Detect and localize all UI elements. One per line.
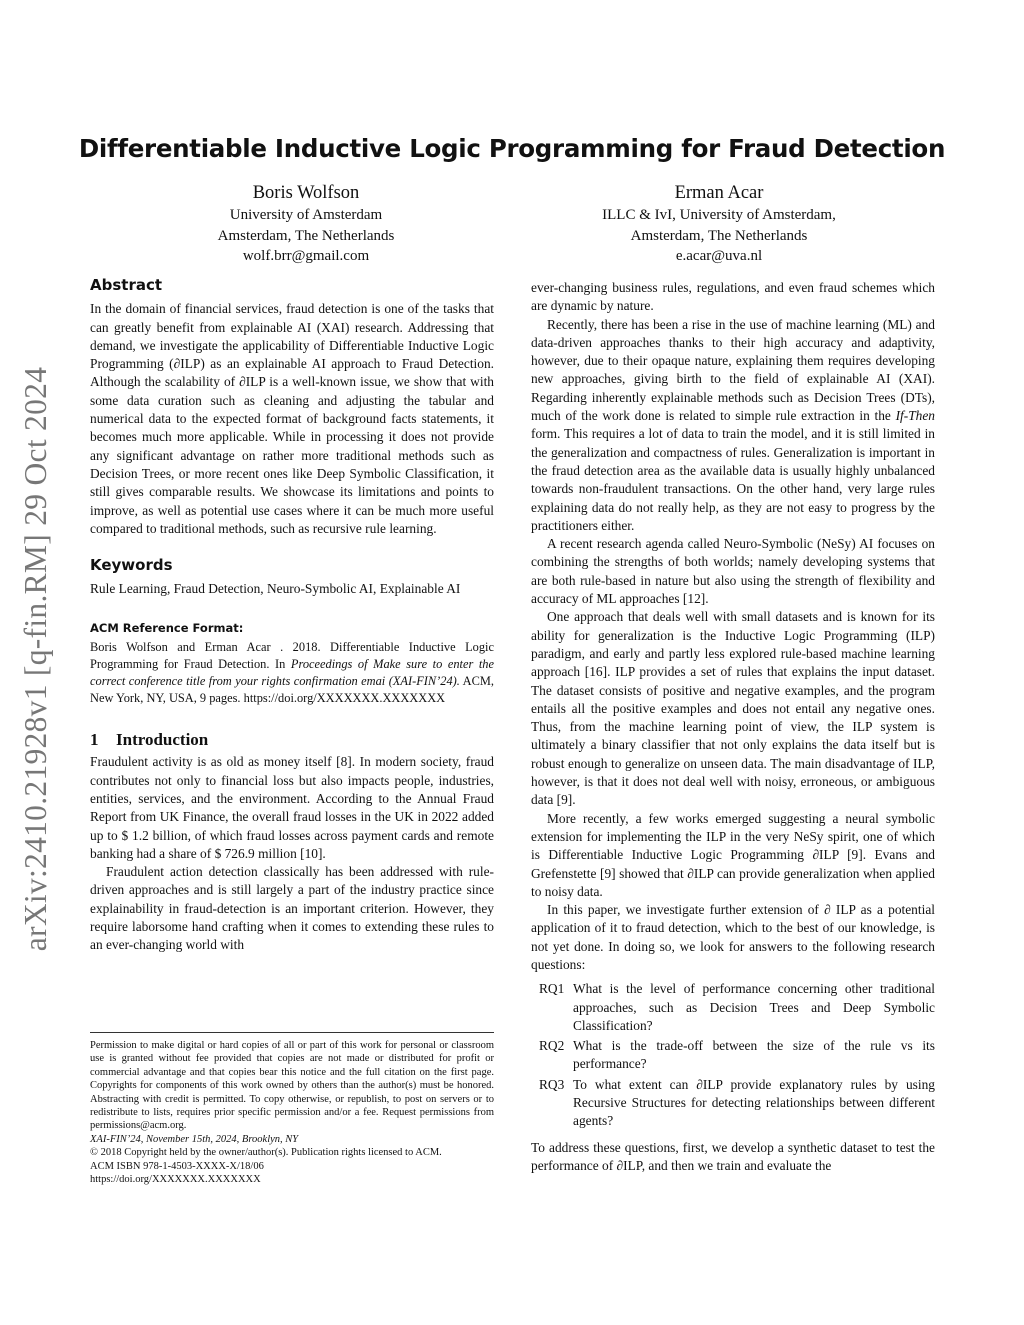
rq-text: To what extent can ∂ILP provide explanatory rules by using Recursive Structures for detecting relationships between different agents? (573, 1076, 935, 1129)
author-location: Amsterdam, The Netherlands (217, 227, 395, 244)
research-question (531, 980, 935, 1035)
permission-notice: Permission to make digital or hard copies of all or part of this work for personal or classroom use is granted without fee provided that copies are not made or distributed for profit or commercial advantage and that copies bear this notice and the full citation on the first page. Copyrights for components of this work owned by others than the author(s) must be honored. Abstracting with credit is permitted. To copy otherwise, or republish, to post on servers or to redistribute to lists, requires prior specific permission and/or a fee. Request permissions from permissions@acm.org. (90, 1040, 494, 1132)
section-title: Introduction (116, 730, 209, 750)
acm-reference-section (90, 619, 494, 707)
introduction-heading (90, 731, 494, 749)
acm-reference-part: ACM, New York, NY, USA, 9 pages. https://doi.org/XXXXXXX.XXXXXXX (90, 674, 494, 706)
author-affiliation: ILLC & IvI, University of Amsterdam, (602, 207, 836, 223)
author-location: Amsterdam, The Netherlands (630, 227, 808, 244)
abstract-text: In the domain of financial services, fraud detection is one of the tasks that can greatly benefit from explainable AI (XAI) research. Addressing that demand, we investigate the applicability of Differentiable Inductive Logic Programming (∂ILP) as an explainable AI approach to Fraud Detection. Although the scalability of ∂ILP is a well-known issue, we show that with some data curation such as cleaning and adjusting the tabular and numerical data to the expected format of background facts statements, it becomes much more applicable. While in processing it does not provide any significant advantage on rather more traditional methods such as Decision Trees, or more recent ones like Deep Symbolic Classification, it still gives comparable results. We showcase its limitations and points to improve, as well as potential use cases where it can be much more useful compared to traditional methods, such as recursive rule learning. (90, 301, 494, 536)
paragraph: More recently, a few works emerged suggesting a neural symbolic extension for implementing the ILP in the very NeSy spirit, one of which is Differentiable Inductive Logic Programming ∂ILP [9]. Evans and Grefenstette [9] showed that ∂ILP can provide generalization when applied to noisy data. (531, 810, 935, 899)
doi-line: https://doi.org/XXXXXXX.XXXXXXX (90, 1174, 261, 1186)
copyright-footnote (90, 1032, 494, 1186)
author-name: Erman Acar (674, 183, 764, 203)
paragraph (531, 316, 935, 536)
acm-reference-part: Boris Wolfson and Erman Acar . 2018. Differentiable Inductive Logic Programming for Fraud Detection. In (90, 640, 494, 672)
section-number: 1 (90, 730, 99, 750)
paragraph: In this paper, we investigate further extension of ∂ ILP as a potential application of it to fraud detection, which to the best of our knowledge, is not yet done. In doing so, we look for answers to the following research questions: (531, 902, 935, 972)
text-run: Recently, there has been a rise in the use of machine learning (ML) and data-driven approaches thanks to their high accuracy and adaptivity, however, due to their opaque nature, explaining them requires developing new approaches, giving birth to the field of explainable AI (XAI). Regarding inherently explainable methods such as Decision Trees (DTs), much of the work done is related to simple rule extraction in the (531, 316, 935, 424)
paper-title: Differentiable Inductive Logic Programming for Fraud Detection (78, 134, 946, 163)
research-question (531, 1076, 935, 1131)
rq-text: What is the trade-off between the size of the rule vs its performance? (573, 1038, 935, 1072)
research-question (531, 1037, 935, 1074)
author-name: Boris Wolfson (252, 183, 360, 203)
paragraph: Fraudulent activity is as old as money itself [8]. In modern society, fraud contributes not only to financial loss but also impacts people, industries, entities, services, and the environment. According to the Annual Fraud Report from UK Finance, the overall fraud losses in the UK in 2022 added up to $ 1.2 billion, of which fraud losses across payment cards and remote banking had a share of $ 726.9 million [10]. (90, 754, 494, 861)
copyright-line: © 2018 Copyright held by the owner/author(s). Publication rights licensed to ACM. (90, 1147, 442, 1159)
introduction-section (90, 731, 494, 955)
author-block (156, 181, 456, 267)
text-run: form. This requires a lot of data to train the model, and it is still limited in the generalization and compactness of rules. Generalization is important in the fraud detection area as the available data is usually highly unbalanced towards non-fraudulent transactions. On the other hand, very large rules explaining data do not really help, as they are not easy to progress by the practitioners either. (531, 426, 935, 533)
keywords-section (90, 556, 494, 599)
paragraph: Fraudulent action detection classically has been addressed with rule-driven approaches and is still largely a part of the industry practice since explainability in fraud-detection is an important criterion. However, they require laborsome hand crafting when it comes to extending these rules to an ever-changing world with (90, 864, 494, 953)
abstract-heading: Abstract (90, 276, 163, 294)
paragraph: ever-changing business rules, regulations, and even fraud schemes which are dynamic by nature. (531, 280, 935, 314)
acm-reference-heading: ACM Reference Format: (90, 620, 244, 635)
author-block (569, 181, 869, 267)
rq-label: RQ2 (539, 1038, 565, 1054)
keywords-text: Rule Learning, Fraud Detection, Neuro-Symbolic AI, Explainable AI (90, 581, 461, 597)
paragraph: To address these questions, first, we develop a synthetic dataset to test the performance of ∂ILP, and then we train and evaluate the (531, 1139, 935, 1173)
italic-term: If-Then (895, 408, 935, 424)
paragraph: A recent research agenda called Neuro-Symbolic (NeSy) AI focuses on combining the strengths of both worlds; namely developing systems that are both rule-based in nature but also using the strength of flexibility and accuracy of ML approaches [12]. (531, 536, 935, 607)
paragraph: One approach that deals well with small datasets and is known for its ability for generalization is the Inductive Logic Programming (ILP) paradigm, and early and partly less explored rule-based machine learning approach [16]. ILP provides a set of rules that explains the input dataset. The dataset consists of positive and negative examples, and the program entails all the positive examples and does not entail any negative ones. Thus, from the machine learning point of view, the ILP system is ultimately a binary classifier that not only explains the data itself but is robust enough to generalize on unseen data. The main disadvantage of ILP, however, is that it does not deal well with noisy, erroneous, or ambiguous data [9]. (531, 609, 935, 808)
acm-reference-proceedings: Proceedings of Make sure to enter the correct conference title from your rights confirmation emai (XAI-FIN’24). (90, 657, 494, 689)
rq-label: RQ1 (539, 981, 565, 997)
arxiv-identifier: arXiv:2410.21928v1 [q-fin.RM] 29 Oct 2024 (18, 366, 53, 952)
research-questions-list (531, 980, 935, 1130)
right-column (531, 279, 935, 1175)
author-email: e.acar@uva.nl (675, 248, 763, 264)
left-column (90, 276, 494, 955)
author-email: wolf.brr@gmail.com (242, 248, 370, 264)
rq-label: RQ3 (539, 1076, 565, 1092)
abstract-section (90, 276, 494, 538)
keywords-heading: Keywords (90, 556, 173, 575)
acm-reference-text (90, 639, 494, 707)
rq-text: What is the level of performance concerning other traditional approaches, such as Decision Trees and Deep Symbolic Classification? (573, 981, 935, 1033)
arxiv-sidebar (6, 345, 66, 973)
author-affiliation: University of Amsterdam (229, 207, 383, 223)
isbn-line: ACM ISBN 978-1-4503-XXXX-X/18/06 (90, 1160, 264, 1172)
venue-line: XAI-FIN’24, November 15th, 2024, Brooklyn, NY (90, 1133, 299, 1145)
